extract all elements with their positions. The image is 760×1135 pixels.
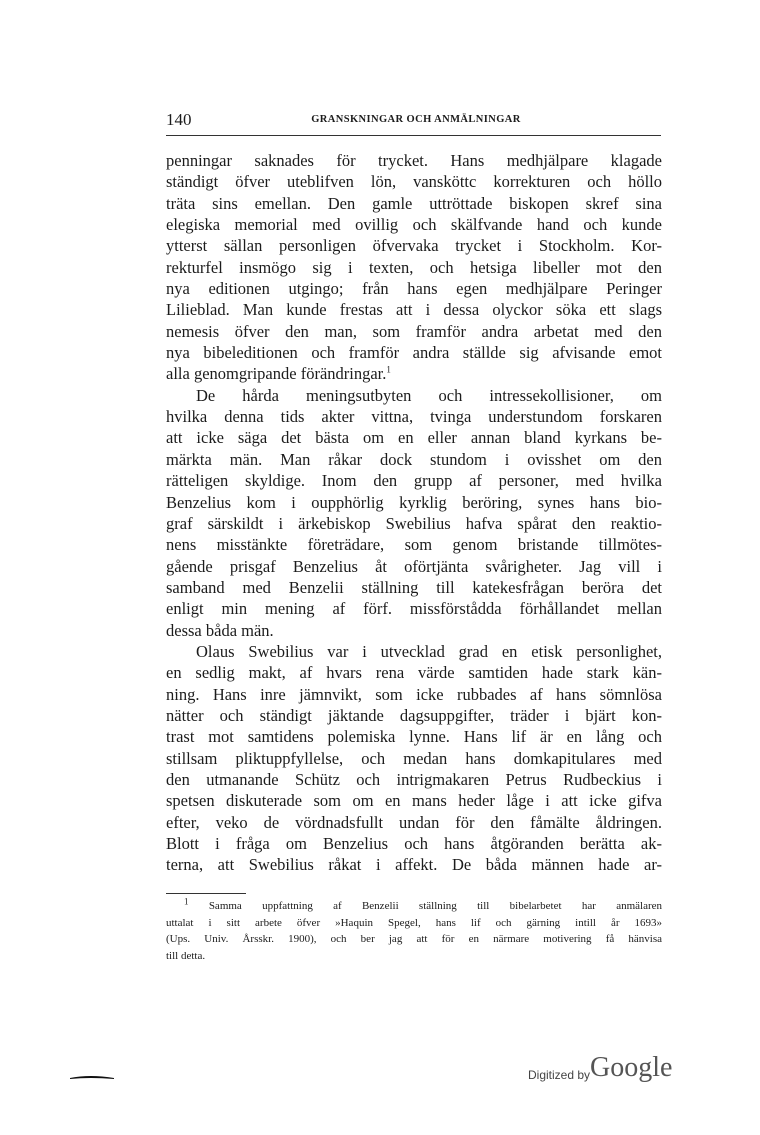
text-line: enligt min mening af förf. missförstådda förhållandet mellan <box>166 599 662 619</box>
text-line: graf särskildt i ärkebiskop Swebilius hafva spårat den reaktio- <box>166 513 662 533</box>
page-number: 140 <box>166 110 192 129</box>
text-line: att icke säga det bästa om en eller annan bland kyrkans be- <box>166 428 662 448</box>
footnote-line: (Ups. Univ. Årsskr. 1900), och ber jag att för en närmare motivering få hänvisa <box>166 933 662 945</box>
text-line: ytterst sällan personligen öfvervaka trycket i Stockholm. Kor- <box>166 236 662 256</box>
footnote <box>166 898 662 964</box>
text-line: nätter och ständigt jäktande dagsuppgifter, träder i bjärt kon- <box>166 705 662 725</box>
text-line: en sedlig makt, af hvars rena värde samtiden hade stark kän- <box>166 663 662 683</box>
text-line: märkta män. Man råkar dock stundom i ovisshet om den <box>166 449 662 469</box>
text-line: stillsam pliktuppfyllelse, och medan hans domkapitulares med <box>166 748 662 768</box>
text-line: samband med Benzelii ställning till katekesfrågan beröra det <box>166 577 662 597</box>
text-line: ständigt öfver uteblifven lön, vansköttc korrekturen och höllo <box>166 172 662 192</box>
page-smudge <box>70 1074 114 1080</box>
footnote-rule <box>166 893 246 894</box>
footnote-reference: 1 <box>386 364 391 375</box>
text-line: hvilka denna tids akter vittna, tvinga understundom forskaren <box>166 407 662 427</box>
text-line: nens misstänkte företrädare, som genom bristande tillmötes- <box>166 535 662 555</box>
text-line: nya editionen utgingo; från hans egen medhjälpare Peringer <box>166 279 662 299</box>
text-line: penningar saknades för trycket. Hans medhjälpare klagade <box>166 151 662 170</box>
footnote-line: till detta. <box>166 949 206 962</box>
header-rule <box>166 135 661 136</box>
text-line: trast mot samtidens polemiska lynne. Hans lif är en lång och <box>166 727 662 747</box>
text-line: rekturfel insmögo sig i texten, och hetsiga libeller mot den <box>166 257 662 277</box>
text-line <box>166 363 662 384</box>
text-line: träta sins emellan. Den gamle uttröttade biskopen skref sina <box>166 193 662 213</box>
text-line: nya bibeleditionen och framför andra ställde sig afvisande emot <box>166 343 662 363</box>
text-line: elegiska memorial med ovillig och skälfvande hand och kunde <box>166 215 662 235</box>
text-line: gående prisgaf Benzelius åt oförtjänta svårigheter. Jag vill i <box>166 556 662 576</box>
paragraph-start: De hårda meningsutbyten och intressekollisioner, om <box>196 385 662 405</box>
text-line: Lilieblad. Man kunde frestas att i dessa olyckor söka ett slags <box>166 300 662 320</box>
text-line: dessa båda män. <box>166 620 274 640</box>
footnote-line: uttalat i sitt arbete öfver »Haquin Spegel, hans lif och gärning intill år 1693» <box>166 916 662 929</box>
digitized-by-watermark <box>528 1052 688 1086</box>
text-line: den utmanande Schütz och intrigmakaren Petrus Rudbeckius i <box>166 769 662 789</box>
text-line-content: alla genomgripande förändringar. <box>166 364 387 384</box>
text-line: terna, att Swebilius råkat i affekt. De båda männen hade ar- <box>166 855 662 875</box>
paragraph-start: Olaus Swebilius var i utvecklad grad en etisk personlighet, <box>196 641 662 661</box>
footnote-marker: 1 <box>184 896 189 907</box>
text-line: spetsen diskuterade som om en mans heder låge i att icke gifva <box>166 791 662 811</box>
text-line: nemesis öfver den man, som framför andra arbetat med den <box>166 321 662 341</box>
text-line: rätteligen skyldige. Inom den grupp af personer, med hvilka <box>166 471 662 491</box>
text-line: ning. Hans inre jämnvikt, som icke rubbades af hans sömnlösa <box>166 684 662 704</box>
text-line: Blott i fråga om Benzelius och hans åtgöranden berätta ak- <box>166 834 662 853</box>
footnote-line <box>166 898 662 915</box>
page-header <box>166 110 662 132</box>
running-head: GRANSKNINGAR OCH ANMÄLNINGAR <box>311 114 521 125</box>
text-line: Benzelius kom i oupphörlig kyrklig beröring, synes hans bio- <box>166 492 662 512</box>
watermark-brand: Google <box>590 1052 673 1083</box>
watermark-prefix: Digitized by <box>528 1068 591 1082</box>
body-text <box>166 150 662 876</box>
text-line: efter, veko de vördnadsfullt undan för den fåmälte åldringen. <box>166 812 662 832</box>
footnote-text: Samma uppfattning af Benzelii ställning till bibelarbetet har anmälaren <box>208 900 663 912</box>
